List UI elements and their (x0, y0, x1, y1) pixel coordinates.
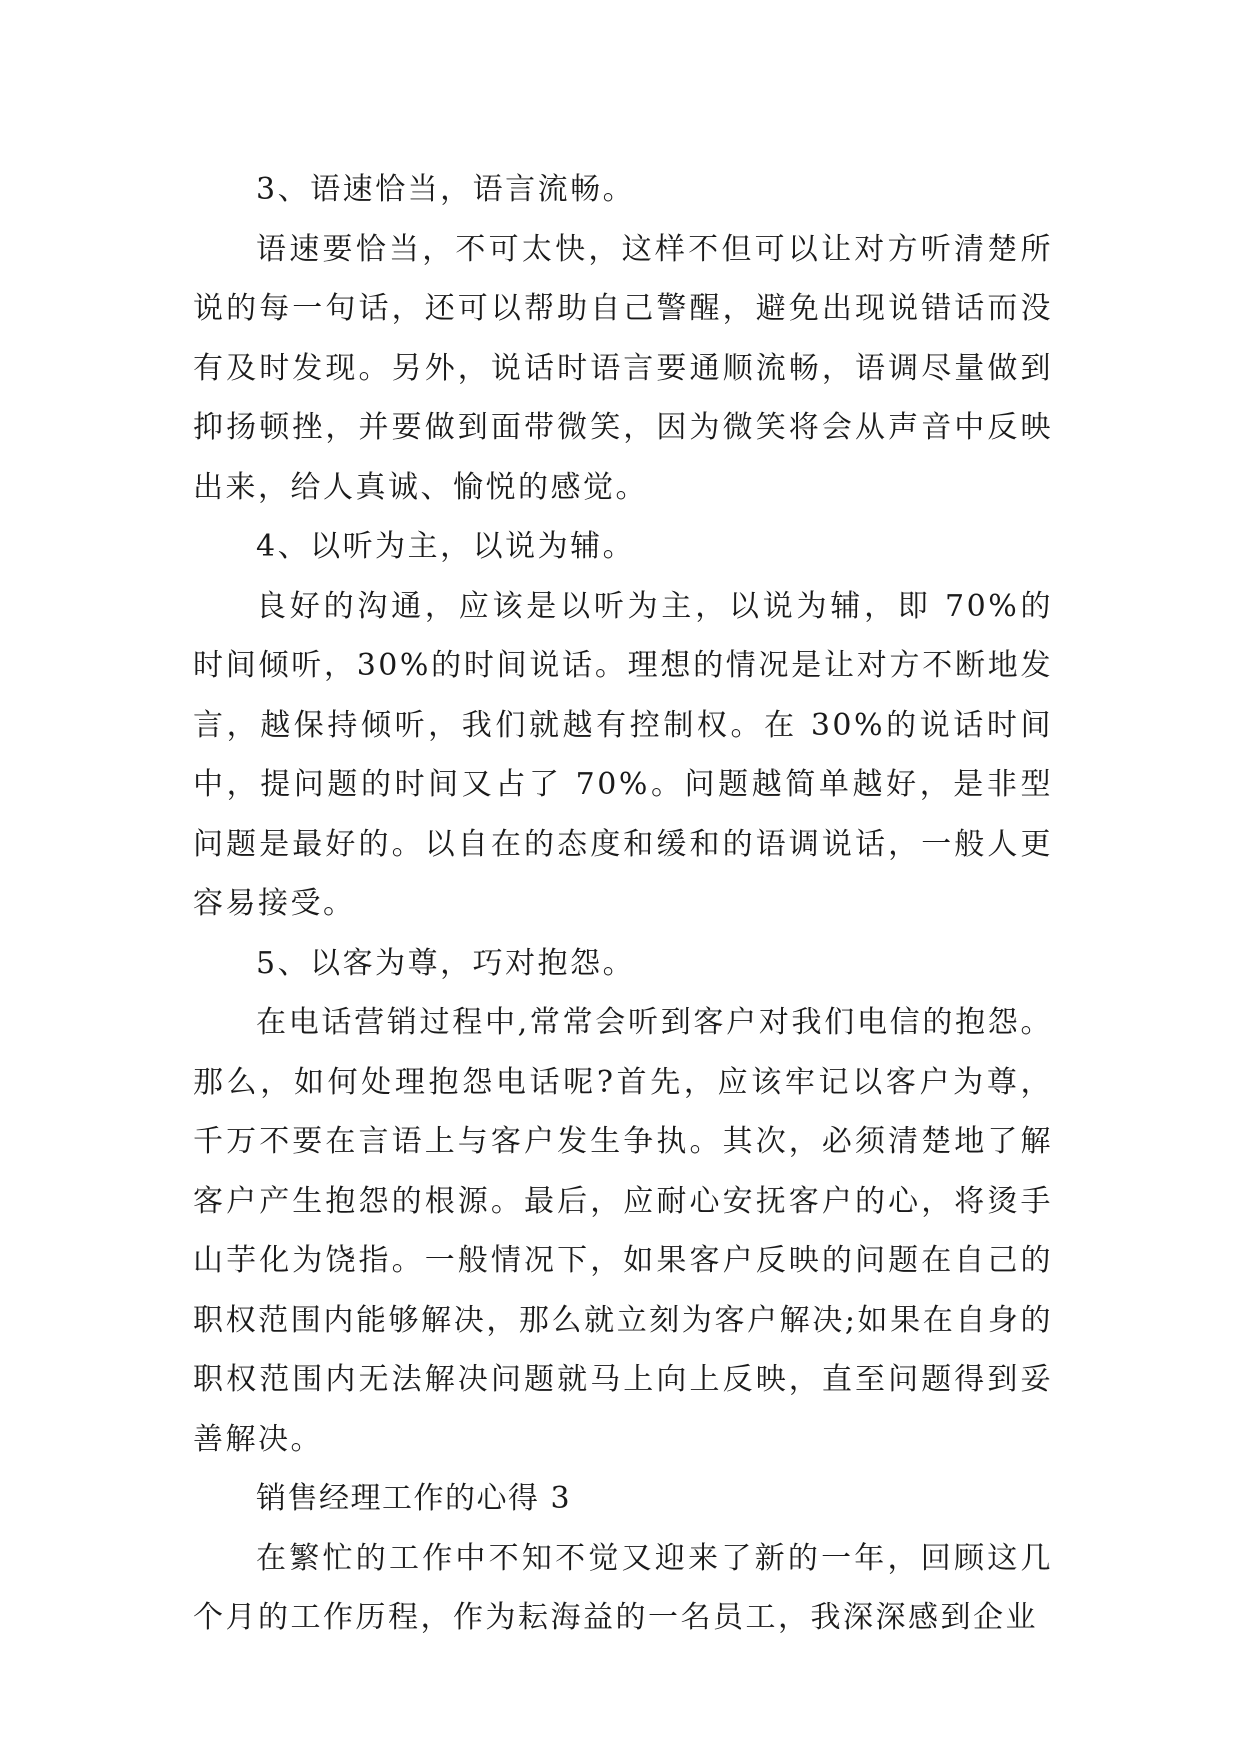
section-title: 销售经理工作的心得 3 (256, 1481, 572, 1516)
paragraph-listening: 良好的沟通，应该是以听为主，以说为辅，即 70%的时间倾听，30%的时间说话。理想的情况是让对方不断地发言，越保持倾听，我们就越有控制权。在 30%的说话时间中，提问题的时间又占了 70%。问题越简单越好，是非型问题是最好的。以自在的态度和缓和的语调说话，一般人更容易接受。 (193, 588, 1053, 921)
paragraph-intro: 在繁忙的工作中不知不觉又迎来了新的一年，回顾这几个月的工作历程，作为耘海益的一名员工，我深深感到企业 (193, 1540, 1053, 1635)
paragraph-complaints: 在电话营销过程中,常常会听到客户对我们电信的抱怨。那么，如何处理抱怨电话呢?首先，应该牢记以客户为尊，千万不要在言语上与客户发生争执。其次，必须清楚地了解客户产生抱怨的根源。最后，应耐心安抚客户的心，将烫手山芋化为饶指。一般情况下，如果客户反映的问题在自己的职权范围内能够解决，那么就立刻为客户解决;如果在自身的职权范围内无法解决问题就马上向上反映，直至问题得到妥善解决。 (193, 1005, 1053, 1457)
document-body (193, 160, 1053, 1648)
item-heading-3: 3、语速恰当，语言流畅。 (256, 172, 636, 207)
paragraph-speech-rate: 语速要恰当，不可太快，这样不但可以让对方听清楚所说的每一句话，还可以帮助自己警醒，避免出现说错话而没有及时发现。另外，说话时语言要通顺流畅，语调尽量做到抑扬顿挫，并要做到面带微笑，因为微笑将会从声音中反映出来，给人真诚、愉悦的感觉。 (193, 231, 1053, 505)
item-heading-4: 4、以听为主，以说为辅。 (256, 529, 636, 564)
item-heading-5: 5、以客为尊，巧对抱怨。 (256, 945, 636, 981)
